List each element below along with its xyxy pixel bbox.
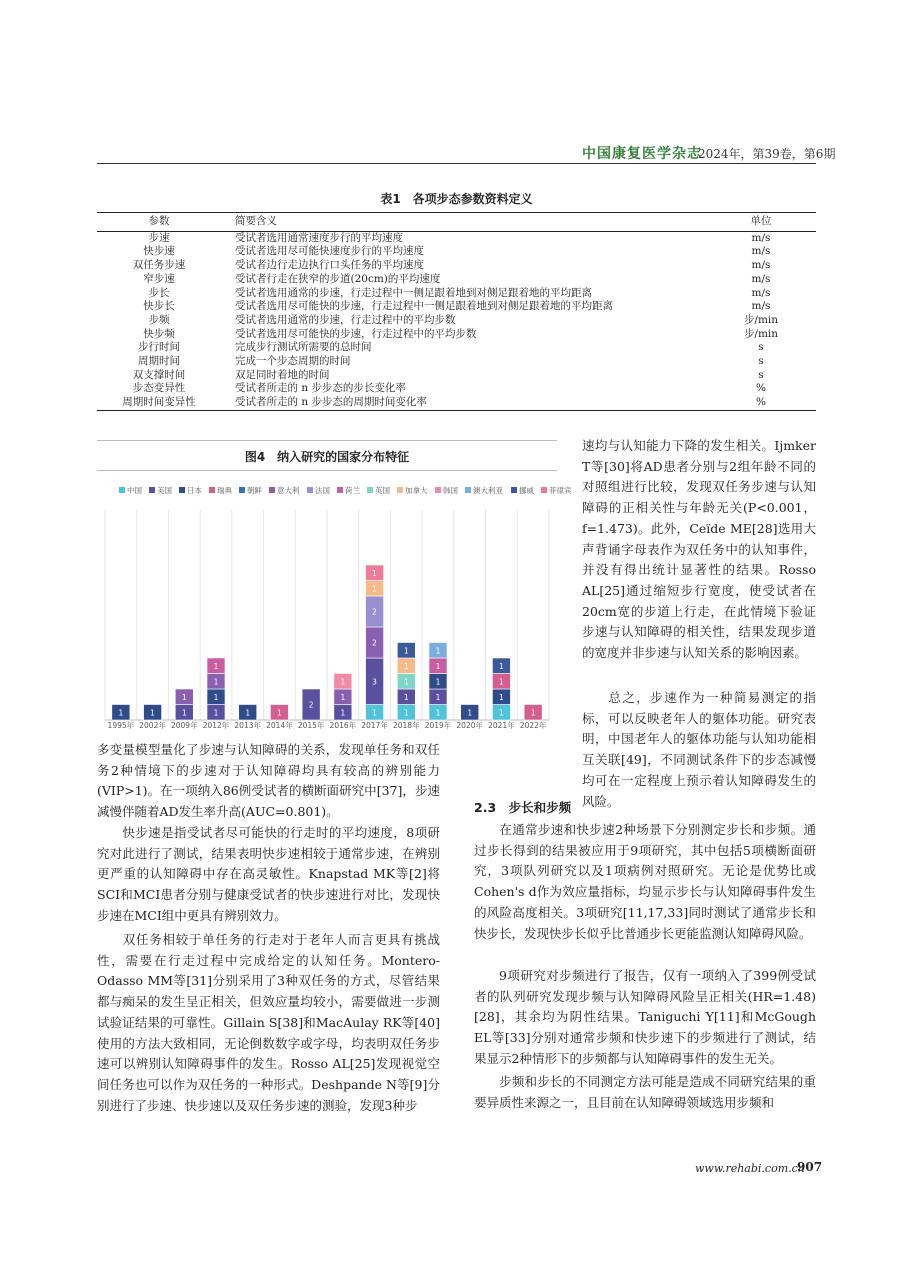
legend-item	[511, 485, 534, 495]
legend-label: 加拿大	[405, 486, 428, 495]
cell-unit: 步/min	[743, 313, 779, 326]
right-1-text: 在通常步速和快步速2种场景下分别测定步长和步频。通过步长得到的结果被应用于9项研究，其中包括5项横断面研究，3项队列研究以及1项病例对照研究。无论是优势比或Cohen's d作为效应量指标，均显示步长与认知障碍事件发生的风险高度相关。3项研究[11,17,33]同时测试了通常步长和快步长，发现快步长似乎比普通步长更能监测认知障碍风险。	[474, 822, 816, 941]
bar-value-label: 1	[245, 708, 251, 718]
bar-value-label: 1	[213, 661, 219, 671]
cell-meaning: 受试者选用通常的步速，行走过程中的平均步数	[235, 313, 456, 326]
bar-value-label: 1	[499, 708, 504, 718]
x-tick-label: 2002年	[139, 721, 166, 730]
cell-param: 快步长	[143, 300, 175, 313]
table-row	[97, 328, 816, 342]
right-3-text: 步频和步长的不同测定方法可能是造成不同研究结果的重要异质性来源之一，且目前在认知障碍领域选用步频和	[474, 1074, 816, 1110]
table-row	[97, 245, 816, 259]
table-row	[97, 287, 816, 301]
cell-meaning: 受试者边行走边执行口头任务的平均速度	[235, 259, 424, 272]
bar-value-label: 1	[213, 677, 219, 687]
cell-meaning: 双足同时着地的时间	[235, 368, 330, 381]
cell-meaning: 受试者所走的 n 步步态的周期时间变化率	[221, 396, 706, 410]
cell-unit: s	[758, 355, 764, 368]
footer-url: www.rehabi.com.cn	[695, 1162, 805, 1175]
cell-param: 步速	[148, 231, 170, 244]
legend-item	[465, 485, 503, 495]
legend-label: 澳大利亚	[473, 486, 503, 495]
x-tick-label: 1995年	[107, 721, 135, 730]
legend-item	[269, 485, 300, 495]
figure-title-rule	[97, 470, 557, 471]
x-tick-label: 2014年	[266, 721, 293, 730]
paragraph-left-2	[97, 823, 440, 927]
bar-value-label: 3	[372, 677, 377, 687]
legend-label: 菲律宾	[549, 486, 572, 495]
paragraph-right-2	[474, 966, 816, 1070]
section-heading: 2.3 步长和步频	[474, 800, 572, 815]
legend-swatch	[541, 487, 547, 493]
cell-meaning: 受试者选用通常速度步行的平均速度	[235, 231, 403, 244]
figure-title: 图4 纳入研究的国家分布特征	[244, 450, 410, 464]
paragraph-right-3	[474, 1072, 816, 1113]
bar-value-label: 1	[118, 708, 124, 718]
x-tick-label: 2015年	[297, 721, 325, 730]
legend-item	[435, 485, 458, 495]
cell-meaning: 受试者选用尽可能快速度步行的平均速度	[235, 245, 424, 258]
bar-value-label: 1	[467, 708, 473, 718]
country-distribution-chart	[97, 480, 572, 730]
x-tick-label: 2019年	[424, 721, 452, 730]
legend-swatch	[209, 487, 215, 493]
cell-unit: m/s	[751, 259, 771, 272]
table-title: 表1 各项步态参数资料定义	[380, 192, 533, 206]
legend-swatch	[239, 487, 245, 493]
legend-item	[149, 485, 172, 495]
legend-label: 瑞典	[217, 486, 232, 495]
cell-param: 步频	[148, 313, 170, 326]
cell-param: 步长	[148, 286, 170, 299]
legend-swatch	[307, 487, 313, 493]
legend-swatch	[465, 487, 471, 493]
bar-value-label: 1	[372, 584, 377, 594]
cell-param: 步态变异性	[132, 382, 186, 395]
legend-item	[367, 485, 390, 495]
table-row	[97, 369, 816, 383]
bar-value-label: 1	[403, 677, 409, 687]
bar-value-label: 2	[372, 638, 377, 648]
legend-label: 法国	[315, 486, 330, 495]
table-row	[97, 355, 816, 369]
figure-top-rule	[97, 440, 557, 441]
table-row	[97, 259, 816, 273]
bar-value-label: 1	[499, 661, 504, 671]
cell-meaning: 受试者选用尽可能快的步速，行走过程中的平均步数	[235, 327, 477, 340]
bar-value-label: 1	[372, 568, 377, 578]
cell-param: 周期时间	[138, 355, 180, 368]
legend-item	[209, 485, 232, 495]
bar-value-label: 1	[499, 692, 504, 702]
cell-param: 窄步速	[143, 272, 175, 285]
cell-param: 快步频	[143, 327, 175, 340]
cell-unit: s	[758, 341, 764, 354]
cell-param: 快步速	[143, 245, 175, 258]
col-header-meaning: 简要含义	[221, 213, 706, 232]
x-tick-label: 2009年	[170, 721, 198, 730]
cell-meaning: 受试者行走在狭窄的步道(20cm)的平均速度	[235, 272, 441, 285]
cell-param: 双任务步速	[132, 259, 186, 272]
cell-meaning: 完成步行测试所需要的总时间	[235, 341, 372, 354]
x-tick-label: 2018年	[392, 721, 420, 730]
legend-label: 韩国	[443, 486, 458, 495]
journal-name: 中国康复医学杂志	[582, 146, 702, 162]
x-tick-label: 2022年	[519, 721, 547, 730]
table-row	[97, 300, 816, 314]
paragraph-left-1: 多变量模型量化了步速与认知障碍的关系，发现单任务和双任务2种情境下的步速对于认知障碍均具有较高的辨别能力(VIP>1)。在一项纳入86例受试者的横断面研究中[37]，步速减慢伴随着AD发生率升高(AUC=0.801)。	[97, 742, 440, 820]
legend-item	[119, 485, 142, 495]
x-tick-label: 2020年	[456, 721, 484, 730]
bar-value-label: 1	[435, 646, 441, 656]
legend-swatch	[149, 487, 155, 493]
bar-value-label: 1	[213, 708, 219, 718]
legend-swatch	[119, 487, 125, 493]
cell-unit: 步/min	[743, 327, 779, 340]
paragraph-left-3	[97, 930, 440, 1116]
legend-label: 英国	[375, 486, 390, 495]
legend-swatch	[435, 487, 441, 493]
col-header-unit: 单位	[706, 213, 816, 232]
cell-unit: m/s	[751, 231, 771, 244]
bar-value-label: 1	[213, 692, 219, 702]
legend-label: 日本	[187, 486, 202, 495]
legend-item	[307, 485, 330, 495]
table-row	[97, 231, 816, 245]
paragraph-right-1	[474, 820, 816, 944]
legend-label: 朝鲜	[247, 486, 262, 495]
bar-value-label: 1	[372, 708, 377, 718]
table-row	[97, 314, 816, 328]
right-2-text: 9项研究对步频进行了报告，仅有一项纳入了399例受试者的队列研究发现步频与认知障碍风险呈正相关(HR=1.48)[28]，其余均为阴性结果。Taniguchi Y[11]和McGough EL等[33]分别对通常步频和快步速下的步频进行了测试，结果显示2种情形下的步频都与认知障碍事件的发生无关。	[474, 968, 816, 1066]
cell-meaning: 完成一个步态周期的时间	[235, 355, 351, 368]
left-2-text: 快步速是指受试者尽可能快的行走时的平均速度，8项研究对此进行了测试，结果表明快步速相较于通常步速，在辨别更严重的认知障碍中存在高灵敏性。Knapstad MK等[2]将SCI和MCI患者分别与健康受试者的快步速进行对比，发现快步速在MCI组中更具有辨别效力。	[97, 825, 440, 923]
legend-item	[179, 485, 202, 495]
legend-item	[239, 485, 262, 495]
bar-value-label: 1	[435, 708, 441, 718]
bar-value-label: 1	[340, 677, 346, 687]
cell-unit: m/s	[751, 272, 771, 285]
table-row	[97, 273, 816, 287]
bar-value-label: 1	[435, 677, 441, 687]
cell-meaning: 受试者所走的 n 步步态的步长变化率	[235, 382, 406, 395]
table-row	[97, 341, 816, 355]
header-rule	[97, 163, 816, 164]
cell-unit: m/s	[751, 286, 771, 299]
x-tick-label: 2021年	[488, 721, 515, 730]
bar-value-label: 1	[530, 708, 536, 718]
legend-label: 意大利	[277, 486, 300, 495]
summary-text: 总之，步速作为一种简易测定的指标，可以反映老年人的躯体功能。研究表明，中国老年人的躯体功能与认知功能相互关联[49]，不同测试条件下的步态减慢均可在一定程度上预示着认知障碍发生的风险。	[582, 690, 816, 809]
cell-unit: m/s	[751, 300, 771, 313]
bar-value-label: 1	[499, 677, 504, 687]
bar-value-label: 1	[277, 708, 282, 718]
bar-value-label: 1	[403, 646, 409, 656]
table-row	[97, 382, 816, 396]
cell-unit: m/s	[751, 245, 771, 258]
page-number: 907	[797, 1160, 823, 1174]
legend-item	[337, 485, 360, 495]
legend-swatch	[179, 487, 185, 493]
bar-value-label: 1	[340, 708, 346, 718]
left-3-text: 双任务相较于单任务的行走对于老年人而言更具有挑战性，需要在行走过程中完成给定的认知任务。Montero-Odasso MM等[31]分别采用了3种双任务的方式，尽管结果都与痴呆的发生呈正相关，但效应量均较小，需要做进一步测试验证结果的可靠性。Gillain S[38]和MacAulay RK等[40]使用的方法大致相同，无论倒数数字或字母，均表明双任务步速可以辨别认知障碍事件的发生。Rosso AL[25]发现视觉空间任务也可以作为双任务的一种形式。Deshpande N等[9]分别进行了步速、快步速以及双任务步速的测验，发现3种步	[97, 932, 440, 1113]
cell-meaning: 受试者选用尽可能快的步速，行走过程中一侧足跟着地到对侧足跟着地的平均距离	[235, 300, 613, 313]
col-header-param: 参数	[97, 213, 221, 232]
legend-label: 美国	[157, 486, 172, 495]
bar-value-label: 1	[403, 692, 409, 702]
cell-unit: %	[756, 382, 766, 395]
bar-value-label: 1	[181, 708, 187, 718]
bar-value-label: 2	[308, 700, 314, 710]
parameter-table	[97, 212, 816, 411]
legend-swatch	[367, 487, 373, 493]
bar-value-label: 1	[403, 661, 409, 671]
legend-swatch	[337, 487, 343, 493]
paragraph-right-top: 速均与认知能力下降的发生相关。Ijmker T等[30]将AD患者分别与2组年龄不同的对照组进行比较，发现双任务步速与认知障碍的正相关性与年龄无关(P<0.001，f=1.473)。此外，Ceïde ME[28]选用大声背诵字母表作为双任务中的认知事件，并没有得出统计显著性的结果。Rosso AL[25]通过缩短步行宽度，使受试者在20cm宽的步道上行走，在此情境下验证步速与认知障碍的相关性，结果发现步道的宽度并非步速与认知关系的影响因素。	[582, 438, 816, 661]
x-tick-label: 2016年	[329, 721, 357, 730]
cell-param: 步行时间	[138, 341, 180, 354]
legend-label: 荷兰	[345, 486, 360, 495]
bar-value-label: 1	[181, 692, 187, 702]
cell-param: 双支撑时间	[132, 368, 186, 381]
paragraph-right-summary-a	[582, 688, 816, 812]
legend-label: 挪威	[519, 486, 534, 495]
bar-value-label: 1	[150, 708, 155, 718]
bar-value-label: 1	[435, 661, 441, 671]
legend-item	[397, 485, 428, 495]
table-row	[97, 396, 816, 410]
bar-value-label: 2	[372, 607, 377, 617]
cell-unit: s	[758, 368, 764, 381]
bar-value-label: 1	[403, 708, 409, 718]
x-tick-label: 2013年	[234, 721, 262, 730]
x-tick-label: 2012年	[202, 721, 230, 730]
legend-swatch	[511, 487, 517, 493]
legend-label: 中国	[127, 486, 142, 495]
bar-value-label: 1	[435, 692, 441, 702]
x-tick-label: 2017年	[361, 721, 388, 730]
issue-info: 2024年，第39卷，第6期	[698, 147, 836, 161]
cell-param: 周期时间变异性	[97, 396, 221, 410]
legend-swatch	[397, 487, 403, 493]
cell-unit: %	[706, 396, 816, 410]
legend-swatch	[269, 487, 275, 493]
bar-value-label: 1	[340, 692, 346, 702]
table-header-row	[97, 213, 816, 232]
legend-item	[541, 485, 572, 495]
cell-meaning: 受试者选用通常的步速，行走过程中一侧足跟着地到对侧足跟着地的平均距离	[235, 286, 592, 299]
